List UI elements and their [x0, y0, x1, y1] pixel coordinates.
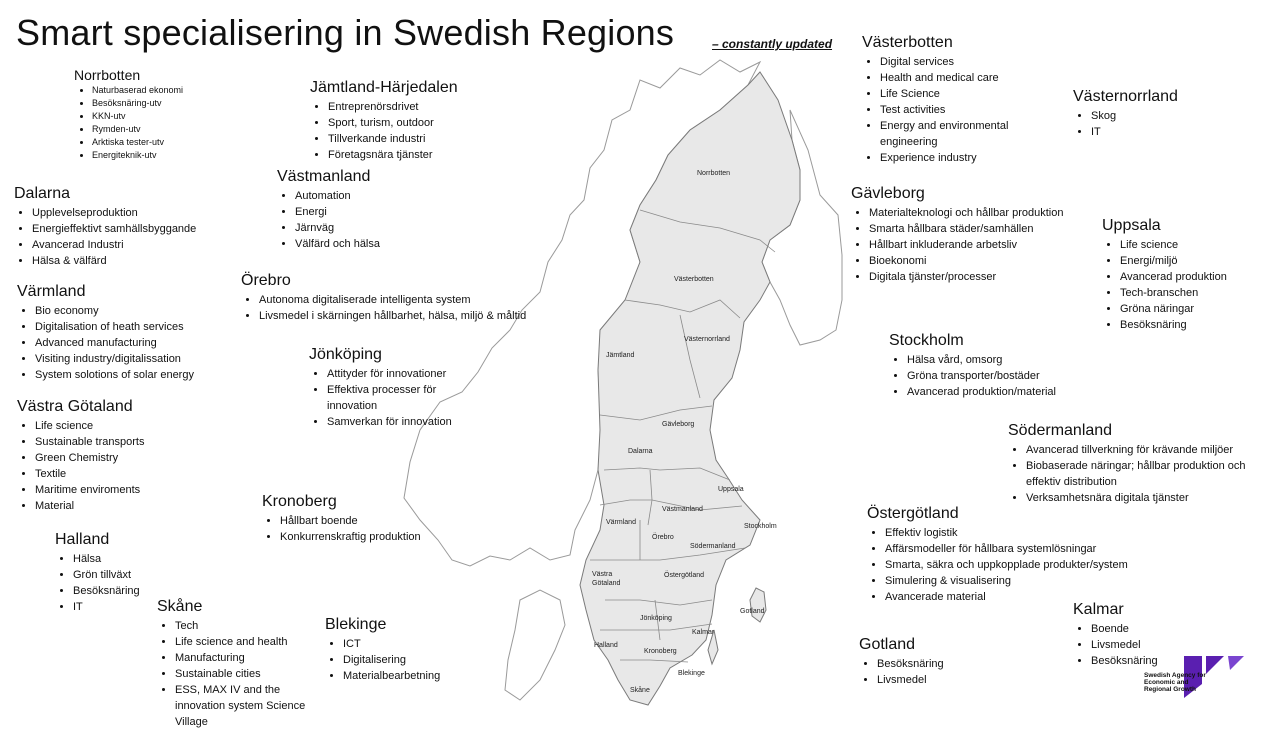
region-item: • Energi/miljö	[1120, 253, 1272, 269]
region-vastmanland	[277, 168, 477, 252]
region-item: • System solotions of solar energy	[35, 367, 247, 383]
region-vasternorrland	[1073, 88, 1223, 140]
region-item: • Rymden-utv	[92, 123, 274, 136]
region-item: • Biobaserade näringar; hållbar produktion och effektiv distribution	[1026, 458, 1276, 490]
region-title: Örebro	[241, 272, 291, 289]
region-item: • Avancerade material	[885, 589, 1167, 605]
region-sodermanland	[1008, 422, 1276, 506]
region-item: • Manufacturing	[175, 650, 327, 666]
region-vasterbotten	[862, 34, 1052, 166]
region-item: • ICT	[343, 636, 485, 652]
region-item: • Avancerad produktion/material	[907, 384, 1109, 400]
region-list	[262, 513, 462, 545]
region-title: Västmanland	[277, 168, 371, 185]
region-item: • Sustainable cities	[175, 666, 327, 682]
region-item: • Life science	[1120, 237, 1272, 253]
region-list	[859, 656, 989, 688]
region-item: • Besöksnäring	[73, 583, 195, 599]
map-label-kalmar: Kalmar	[692, 629, 715, 636]
region-title: Jämtland-Härjedalen	[310, 79, 458, 96]
region-blekinge	[325, 616, 485, 684]
region-item: • Health and medical care	[880, 70, 1052, 86]
map-label-kronoberg: Kronoberg	[644, 648, 677, 655]
region-item: • Skog	[1091, 108, 1223, 124]
region-list	[889, 352, 1109, 400]
region-list	[1073, 108, 1223, 140]
region-title: Uppsala	[1102, 217, 1161, 234]
region-item: • Autonoma digitaliserade intelligenta system	[259, 292, 541, 308]
map-label-gavleborg: Gävleborg	[662, 421, 695, 428]
gotland-island	[750, 588, 766, 622]
region-item: • Boende	[1091, 621, 1203, 637]
region-item: • Green Chemistry	[35, 450, 217, 466]
region-gotland	[859, 636, 989, 688]
region-list	[310, 99, 550, 163]
region-item: • Tillverkande industri	[328, 131, 550, 147]
region-item: • Simulering & visualisering	[885, 573, 1167, 589]
page-subtitle: – constantly updated	[712, 37, 833, 51]
region-item: • Besöksnäring	[1091, 653, 1203, 669]
region-item: • Hälsa	[73, 551, 195, 567]
region-title: Jönköping	[309, 346, 382, 363]
region-ostergotland	[867, 505, 1167, 605]
region-title: Värmland	[17, 283, 86, 300]
region-item: • Hållbart inkluderande arbetsliv	[869, 237, 1091, 253]
region-item: • IT	[73, 599, 195, 615]
region-item: • KKN-utv	[92, 110, 274, 123]
region-title: Stockholm	[889, 332, 964, 349]
region-item: • Textile	[35, 466, 217, 482]
region-item: • Energiteknik-utv	[92, 149, 274, 162]
region-item: • Test activities	[880, 102, 1052, 118]
region-item: • Visiting industry/digitalissation	[35, 351, 247, 367]
region-item: • Material	[35, 498, 217, 514]
region-item: • Gröna transporter/bostäder	[907, 368, 1109, 384]
region-list	[157, 618, 327, 730]
region-item: • Besöksnäring	[1120, 317, 1272, 333]
region-item: • Digitalisation of heath services	[35, 319, 247, 335]
region-list	[1008, 442, 1276, 506]
region-item: • Upplevelseproduktion	[32, 205, 254, 221]
map-label-halland: Halland	[594, 642, 618, 649]
region-item: • Smarta, säkra och uppkopplade produkter/system	[885, 557, 1167, 573]
map-label-vasterbotten: Västerbotten	[674, 276, 714, 283]
region-item: • Företagsnära tjänster	[328, 147, 550, 163]
map-label-vastmanland: Västmanland	[662, 506, 703, 513]
region-item: • Sustainable transports	[35, 434, 217, 450]
region-item: • Grön tillväxt	[73, 567, 195, 583]
region-list	[14, 205, 254, 269]
region-kronoberg	[262, 493, 462, 545]
region-uppsala	[1102, 217, 1272, 333]
region-item: • Sport, turism, outdoor	[328, 115, 550, 131]
region-item: • Life science	[35, 418, 217, 434]
region-item: • Tech	[175, 618, 327, 634]
region-title: Blekinge	[325, 616, 387, 633]
region-item: • Advanced manufacturing	[35, 335, 247, 351]
region-title: Västra Götaland	[17, 398, 133, 415]
region-list	[17, 303, 247, 383]
region-title: Södermanland	[1008, 422, 1113, 439]
region-item: • ESS, MAX IV and the innovation system Science Village	[175, 682, 327, 730]
page-title: Smart specialisering in Swedish Regions	[16, 12, 675, 53]
region-item: • Hälsa vård, omsorg	[907, 352, 1109, 368]
map-label-blekinge: Blekinge	[678, 670, 705, 677]
region-list	[277, 188, 477, 252]
region-item: • Konkurrenskraftig produktion	[280, 529, 462, 545]
region-item: • Maritime enviroments	[35, 482, 217, 498]
region-item: • Digital services	[880, 54, 1052, 70]
region-norrbotten	[74, 67, 274, 162]
region-item: • Energi	[295, 204, 477, 220]
region-item: • Entreprenörsdrivet	[328, 99, 550, 115]
region-title: Halland	[55, 531, 110, 548]
region-jamtland	[310, 79, 550, 163]
map-label-jonkoping: Jönköping	[640, 615, 672, 622]
region-item: • Verksamhetsnära digitala tjänster	[1026, 490, 1276, 506]
region-item: • Energy and environmental engineering	[880, 118, 1052, 150]
region-list	[74, 84, 274, 162]
region-item: • Avancerad produktion	[1120, 269, 1272, 285]
map-label-jamtland: Jämtland	[606, 352, 635, 359]
region-title: Gävleborg	[851, 185, 925, 202]
map-label-gotland: Gotland	[740, 608, 765, 615]
region-item: • Smarta hållbara städer/samhällen	[869, 221, 1091, 237]
region-stockholm	[889, 332, 1109, 400]
region-jonkoping	[309, 346, 459, 430]
region-item: • Samverkan för innovation	[327, 414, 459, 430]
region-title: Norrbotten	[74, 67, 141, 83]
map-label-skane: Skåne	[630, 687, 650, 694]
region-varmland	[17, 283, 247, 383]
region-title: Kronoberg	[262, 493, 337, 510]
agency-logo-text: Swedish Agency for Economic and Regional Growth	[1144, 672, 1206, 693]
map-label-orebro: Örebro	[652, 534, 674, 541]
region-item: • Hälsa & välfärd	[32, 253, 254, 269]
region-item: • Tech-branschen	[1120, 285, 1272, 301]
region-item: • Effektiva processer för innovation	[327, 382, 459, 414]
region-item: • Livsmedel	[1091, 637, 1203, 653]
region-item: • Järnväg	[295, 220, 477, 236]
region-title: Dalarna	[14, 185, 71, 202]
region-orebro	[241, 272, 541, 324]
region-list	[325, 636, 485, 684]
region-item: • Life science and health	[175, 634, 327, 650]
region-item: • Gröna näringar	[1120, 301, 1272, 317]
region-item: • Naturbaserad ekonomi	[92, 84, 274, 97]
map-label-varmland: Värmland	[606, 519, 636, 526]
region-list	[862, 54, 1052, 166]
region-item: • IT	[1091, 124, 1223, 140]
region-gavleborg	[851, 185, 1091, 285]
region-item: • Digitalisering	[343, 652, 485, 668]
map-label-sodermanland: Södermanland	[690, 543, 736, 550]
region-item: • Arktiska tester-utv	[92, 136, 274, 149]
region-list	[241, 292, 541, 324]
region-dalarna	[14, 185, 254, 269]
region-item: • Materialteknologi och hållbar produktion	[869, 205, 1091, 221]
region-item: • Digitala tjänster/processer	[869, 269, 1091, 285]
map-label-ostergotland: Östergötland	[664, 572, 705, 579]
region-list	[1102, 237, 1272, 333]
region-item: • Besöksnäring	[877, 656, 989, 672]
region-title: Västernorrland	[1073, 88, 1178, 105]
region-item: • Hållbart boende	[280, 513, 462, 529]
region-list	[851, 205, 1091, 285]
map-label-vasternorrland: Västernorrland	[684, 336, 730, 343]
region-item: • Materialbearbetning	[343, 668, 485, 684]
region-list	[309, 366, 459, 430]
region-item: • Livsmedel	[877, 672, 989, 688]
map-label-vastra-gotaland: Västra Götaland	[592, 571, 621, 587]
map-label-stockholm: Stockholm	[744, 523, 777, 530]
region-item: • Attityder för innovationer	[327, 366, 459, 382]
region-title: Kalmar	[1073, 601, 1124, 618]
region-item: • Avancerad Industri	[32, 237, 254, 253]
region-list	[17, 418, 217, 514]
region-title: Östergötland	[867, 505, 959, 522]
region-item: • Automation	[295, 188, 477, 204]
region-item: • Besöksnäring-utv	[92, 97, 274, 110]
region-item: • Bioekonomi	[869, 253, 1091, 269]
region-vastra-gotaland	[17, 398, 217, 514]
region-title: Västerbotten	[862, 34, 953, 51]
region-item: • Energieffektivt samhällsbyggande	[32, 221, 254, 237]
region-title: Skåne	[157, 598, 203, 615]
region-item: • Life Science	[880, 86, 1052, 102]
region-item: • Experience industry	[880, 150, 1052, 166]
region-item: • Affärsmodeller för hållbara systemlösningar	[885, 541, 1167, 557]
map-label-uppsala: Uppsala	[718, 486, 744, 493]
denmark-outline	[505, 590, 565, 700]
region-title: Gotland	[859, 636, 916, 653]
region-item: • Avancerad tillverkning för krävande miljöer	[1026, 442, 1276, 458]
region-item: • Bio economy	[35, 303, 247, 319]
region-skane	[157, 598, 327, 730]
map-label-norrbotten: Norrbotten	[697, 170, 731, 177]
region-item: • Effektiv logistik	[885, 525, 1167, 541]
map-label-dalarna: Dalarna	[628, 448, 653, 455]
region-item: • Välfärd och hälsa	[295, 236, 477, 252]
region-list	[867, 525, 1167, 605]
region-item: • Livsmedel i skärningen hållbarhet, hälsa, miljö & måltid	[259, 308, 541, 324]
